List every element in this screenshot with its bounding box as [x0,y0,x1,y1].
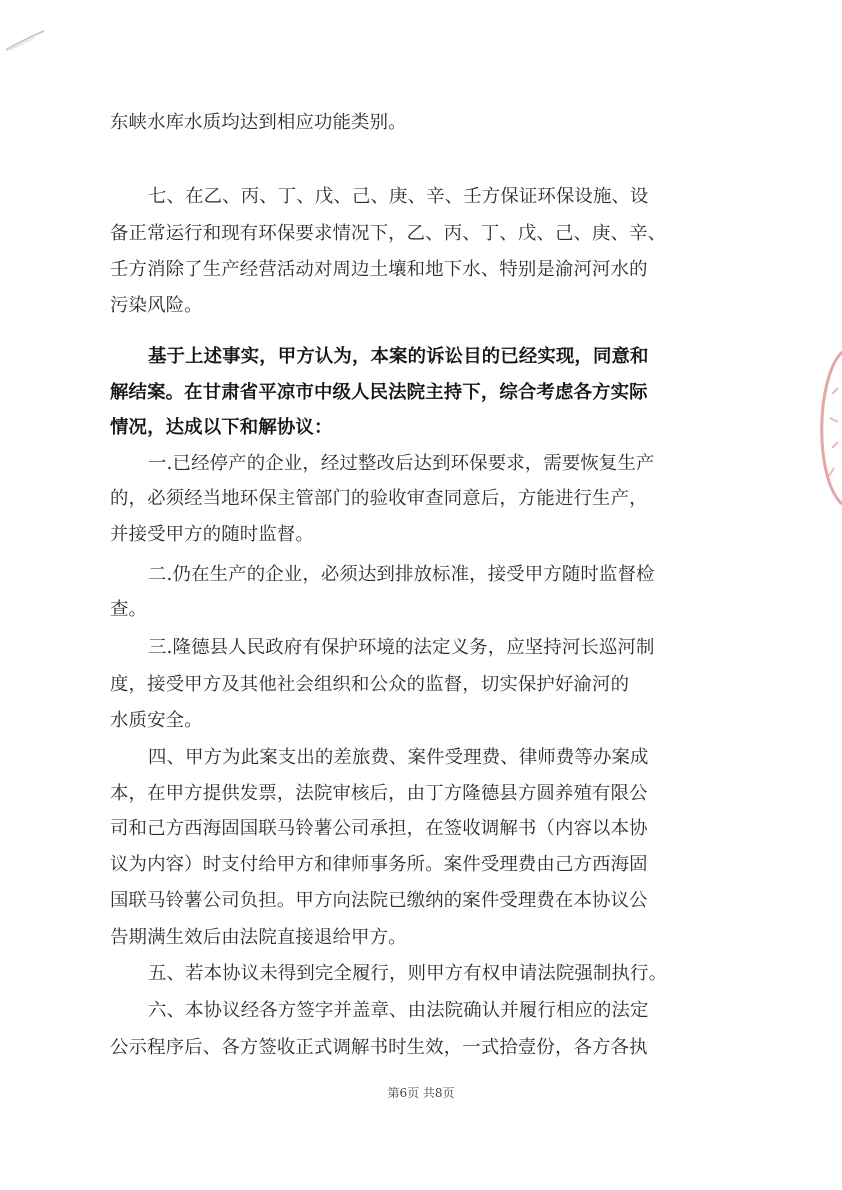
text-line: 壬方消除了生产经营活动对周边土壤和地下水、特别是渝河河水的 [110,259,648,280]
text-line: 司和己方西海固国联马铃薯公司承担，在签收调解书（内容以本协 [110,818,648,839]
page-number: 第6页 共8页 [387,1086,455,1100]
text-line: 七、在乙、丙、丁、戊、己、庚、辛、壬方保证环保设施、设 [148,186,649,207]
text-line: 四、甲方为此案支出的差旅费、案件受理费、律师费等办案成 [148,747,649,768]
text-line: 五、若本协议未得到完全履行，则甲方有权申请法院强制执行。 [148,963,668,984]
text-line: 本，在甲方提供发票，法院审核后，由丁方隆德县方圆养殖有限公 [110,783,648,804]
text-line: 告期满生效后由法院直接退给甲方。 [110,927,407,948]
text-line: 水质安全。 [110,710,203,731]
text-line: 二.仍在生产的企业，必须达到排放标准，接受甲方随时监督检 [148,564,655,585]
text-line: 六、本协议经各方签字并盖章、由法院确认并履行相应的法定 [148,1000,649,1021]
text-line: 基于上述事实，甲方认为，本案的诉讼目的已经实现，同意和 [148,346,649,367]
text-line: 的，必须经当地环保主管部门的验收审查同意后，方能进行生产， [110,488,648,509]
text-line: 一.已经停产的企业，经过整改后达到环保要求，需要恢复生产 [148,453,655,474]
court-seal-fragment-icon [812,348,842,508]
text-line: 东峡水库水质均达到相应功能类别。 [110,112,407,133]
text-line: 情况，达成以下和解协议： [110,417,333,438]
text-line: 备正常运行和现有环保要求情况下，乙、丙、丁、戊、己、庚、辛、 [110,223,667,244]
text-line: 并接受甲方的随时监督。 [110,524,314,545]
text-line: 查。 [110,599,148,620]
text-line: 污染风险。 [110,295,203,316]
text-line: 解结案。在甘肃省平凉市中级人民法院主持下，综合考虑各方实际 [110,382,648,403]
text-line: 议为内容）时支付给甲方和律师事务所。案件受理费由己方西海固 [110,854,648,875]
text-line: 度，接受甲方及其他社会组织和公众的监督，切实保护好渝河的 [110,674,630,695]
text-line: 公示程序后、各方签收正式调解书时生效，一式拾壹份，各方各执 [110,1037,648,1058]
text-line: 三.隆德县人民政府有保护环境的法定义务，应坚持河长巡河制 [148,637,655,658]
scan-mark-icon [4,28,48,52]
text-line: 国联马铃薯公司负担。甲方向法院已缴纳的案件受理费在本协议公 [110,890,648,911]
